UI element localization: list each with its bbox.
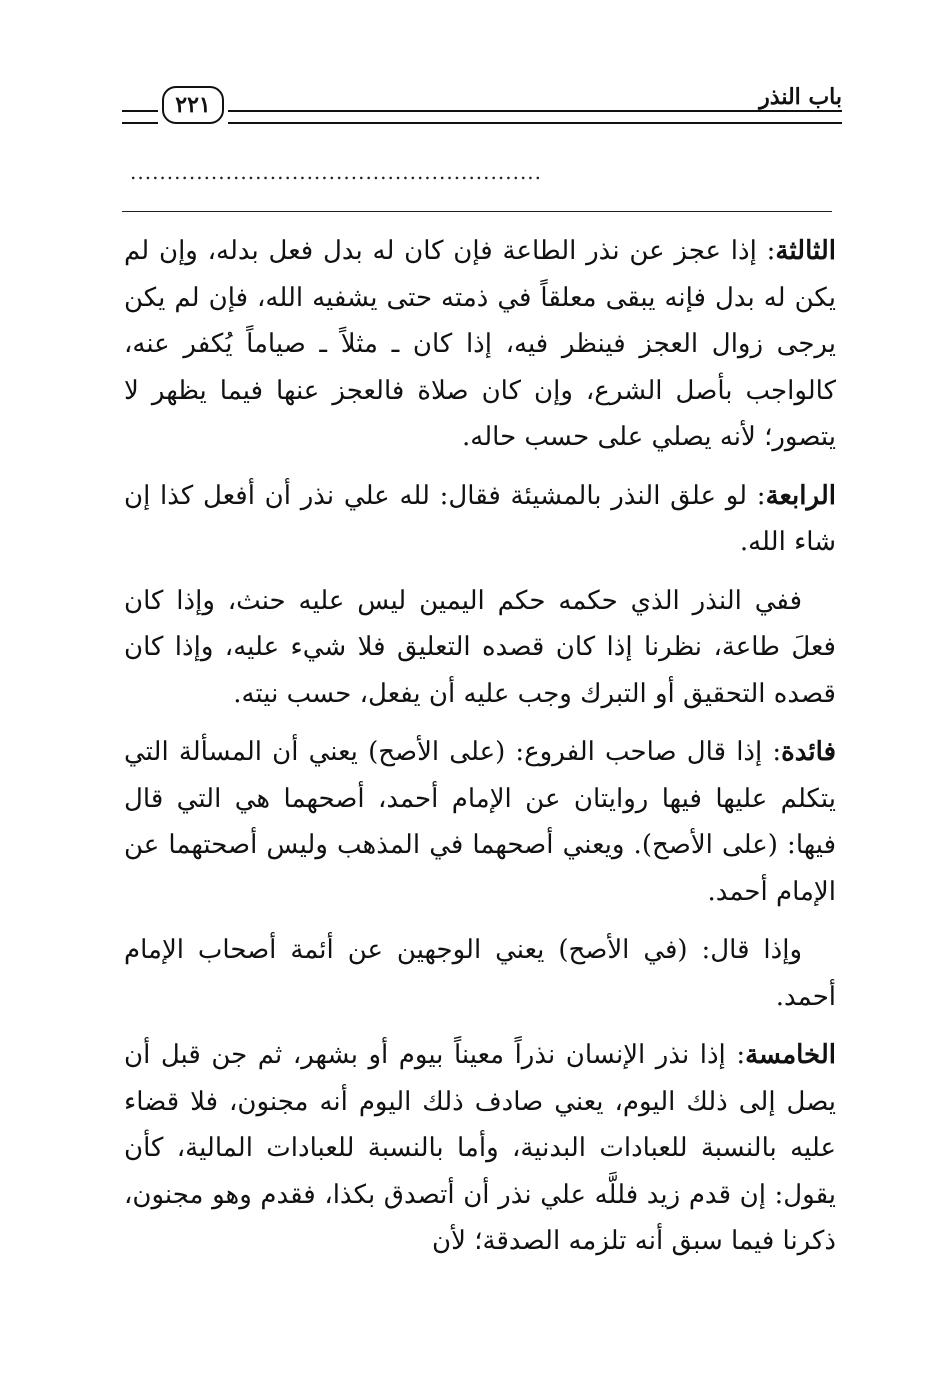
paragraph-fifth: [124, 1032, 836, 1265]
header-rule-left: [122, 110, 158, 124]
page-number-badge: [162, 86, 224, 124]
paragraph-term: الثالثة: [775, 236, 836, 266]
footnote-dots: ........................................................: [130, 160, 543, 184]
paragraph-text: وإذا قال: (في الأصح) يعني الوجهين عن أئمة أصحاب الإمام أحمد.: [124, 935, 836, 1012]
paragraph-term: فائدة: [781, 737, 836, 767]
paragraph-text: : إذا قال صاحب الفروع: (على الأصح) يعني أن المسألة التي يتكلم عليها فيها روايتان عن الإمام أحمد، أصحهما هي التي قال فيها: (على الأصح). ويعني أصحهما في المذهب وليس أصحتهما عن الإمام أحمد.: [124, 737, 836, 907]
paragraph-fourth: [124, 473, 836, 566]
chapter-title: باب النذر: [759, 84, 842, 110]
paragraph-text: : إذا عجز عن نذر الطاعة فإن كان له بدل فعل بدله، وإن لم يكن له بدل فإنه يبقى معلقاً في ذمته حتى يشفيه الله، فإن لم يكن يرجى زوال العجز فينظر فيه، إذا كان ـ مثلاً ـ صياماً يُكفر عنه، كالواجب بأصل الشرع، وإن كان صلاة فالعجز عنها فيما يظهر لا يتصور؛ لأنه يصلي على حسب حاله.: [124, 236, 836, 452]
paragraph-benefit: [124, 729, 836, 915]
page-number: ٢٢١: [175, 92, 211, 118]
paragraph-third: [124, 228, 836, 461]
body-text: [124, 228, 836, 1277]
paragraph-fil-asah: [124, 927, 836, 1020]
paragraph-term: الرابعة: [765, 480, 836, 511]
paragraph-term: الخامسة: [745, 1040, 836, 1070]
paragraph-text: ففي النذر الذي حكمه حكم اليمين ليس عليه حنث، وإذا كان فعلَ طاعة، نظرنا إذا كان قصده التعليق فلا شيء عليه، وإذا كان قصده التحقيق أو التبرك وجب عليه أن يفعل، حسب نيته.: [124, 585, 836, 709]
page-header: [122, 80, 842, 132]
paragraph-oath-ruling: [124, 578, 836, 718]
header-rule-right: [228, 110, 842, 124]
paragraph-text: : إذا نذر الإنسان نذراً معيناً بيوم أو بشهر، ثم جن قبل أن يصل إلى ذلك اليوم، يعني صادف ذلك اليوم أنه مجنون، فلا قضاء عليه بالنسبة للعبادات البدنية، وأما بالنسبة للعبادات المالية، كأن يقول: إن قدم زيد فللَّه علي نذر أن أتصدق بكذا، فقدم وهو مجنون، ذكرنا فيما سبق أنه تلزمه الصدقة؛ لأن: [124, 1040, 836, 1256]
separator-line: [122, 211, 832, 212]
paragraph-text: : لو علق النذر بالمشيئة فقال: لله علي نذر أن أفعل كذا إن شاء الله.: [124, 480, 836, 557]
